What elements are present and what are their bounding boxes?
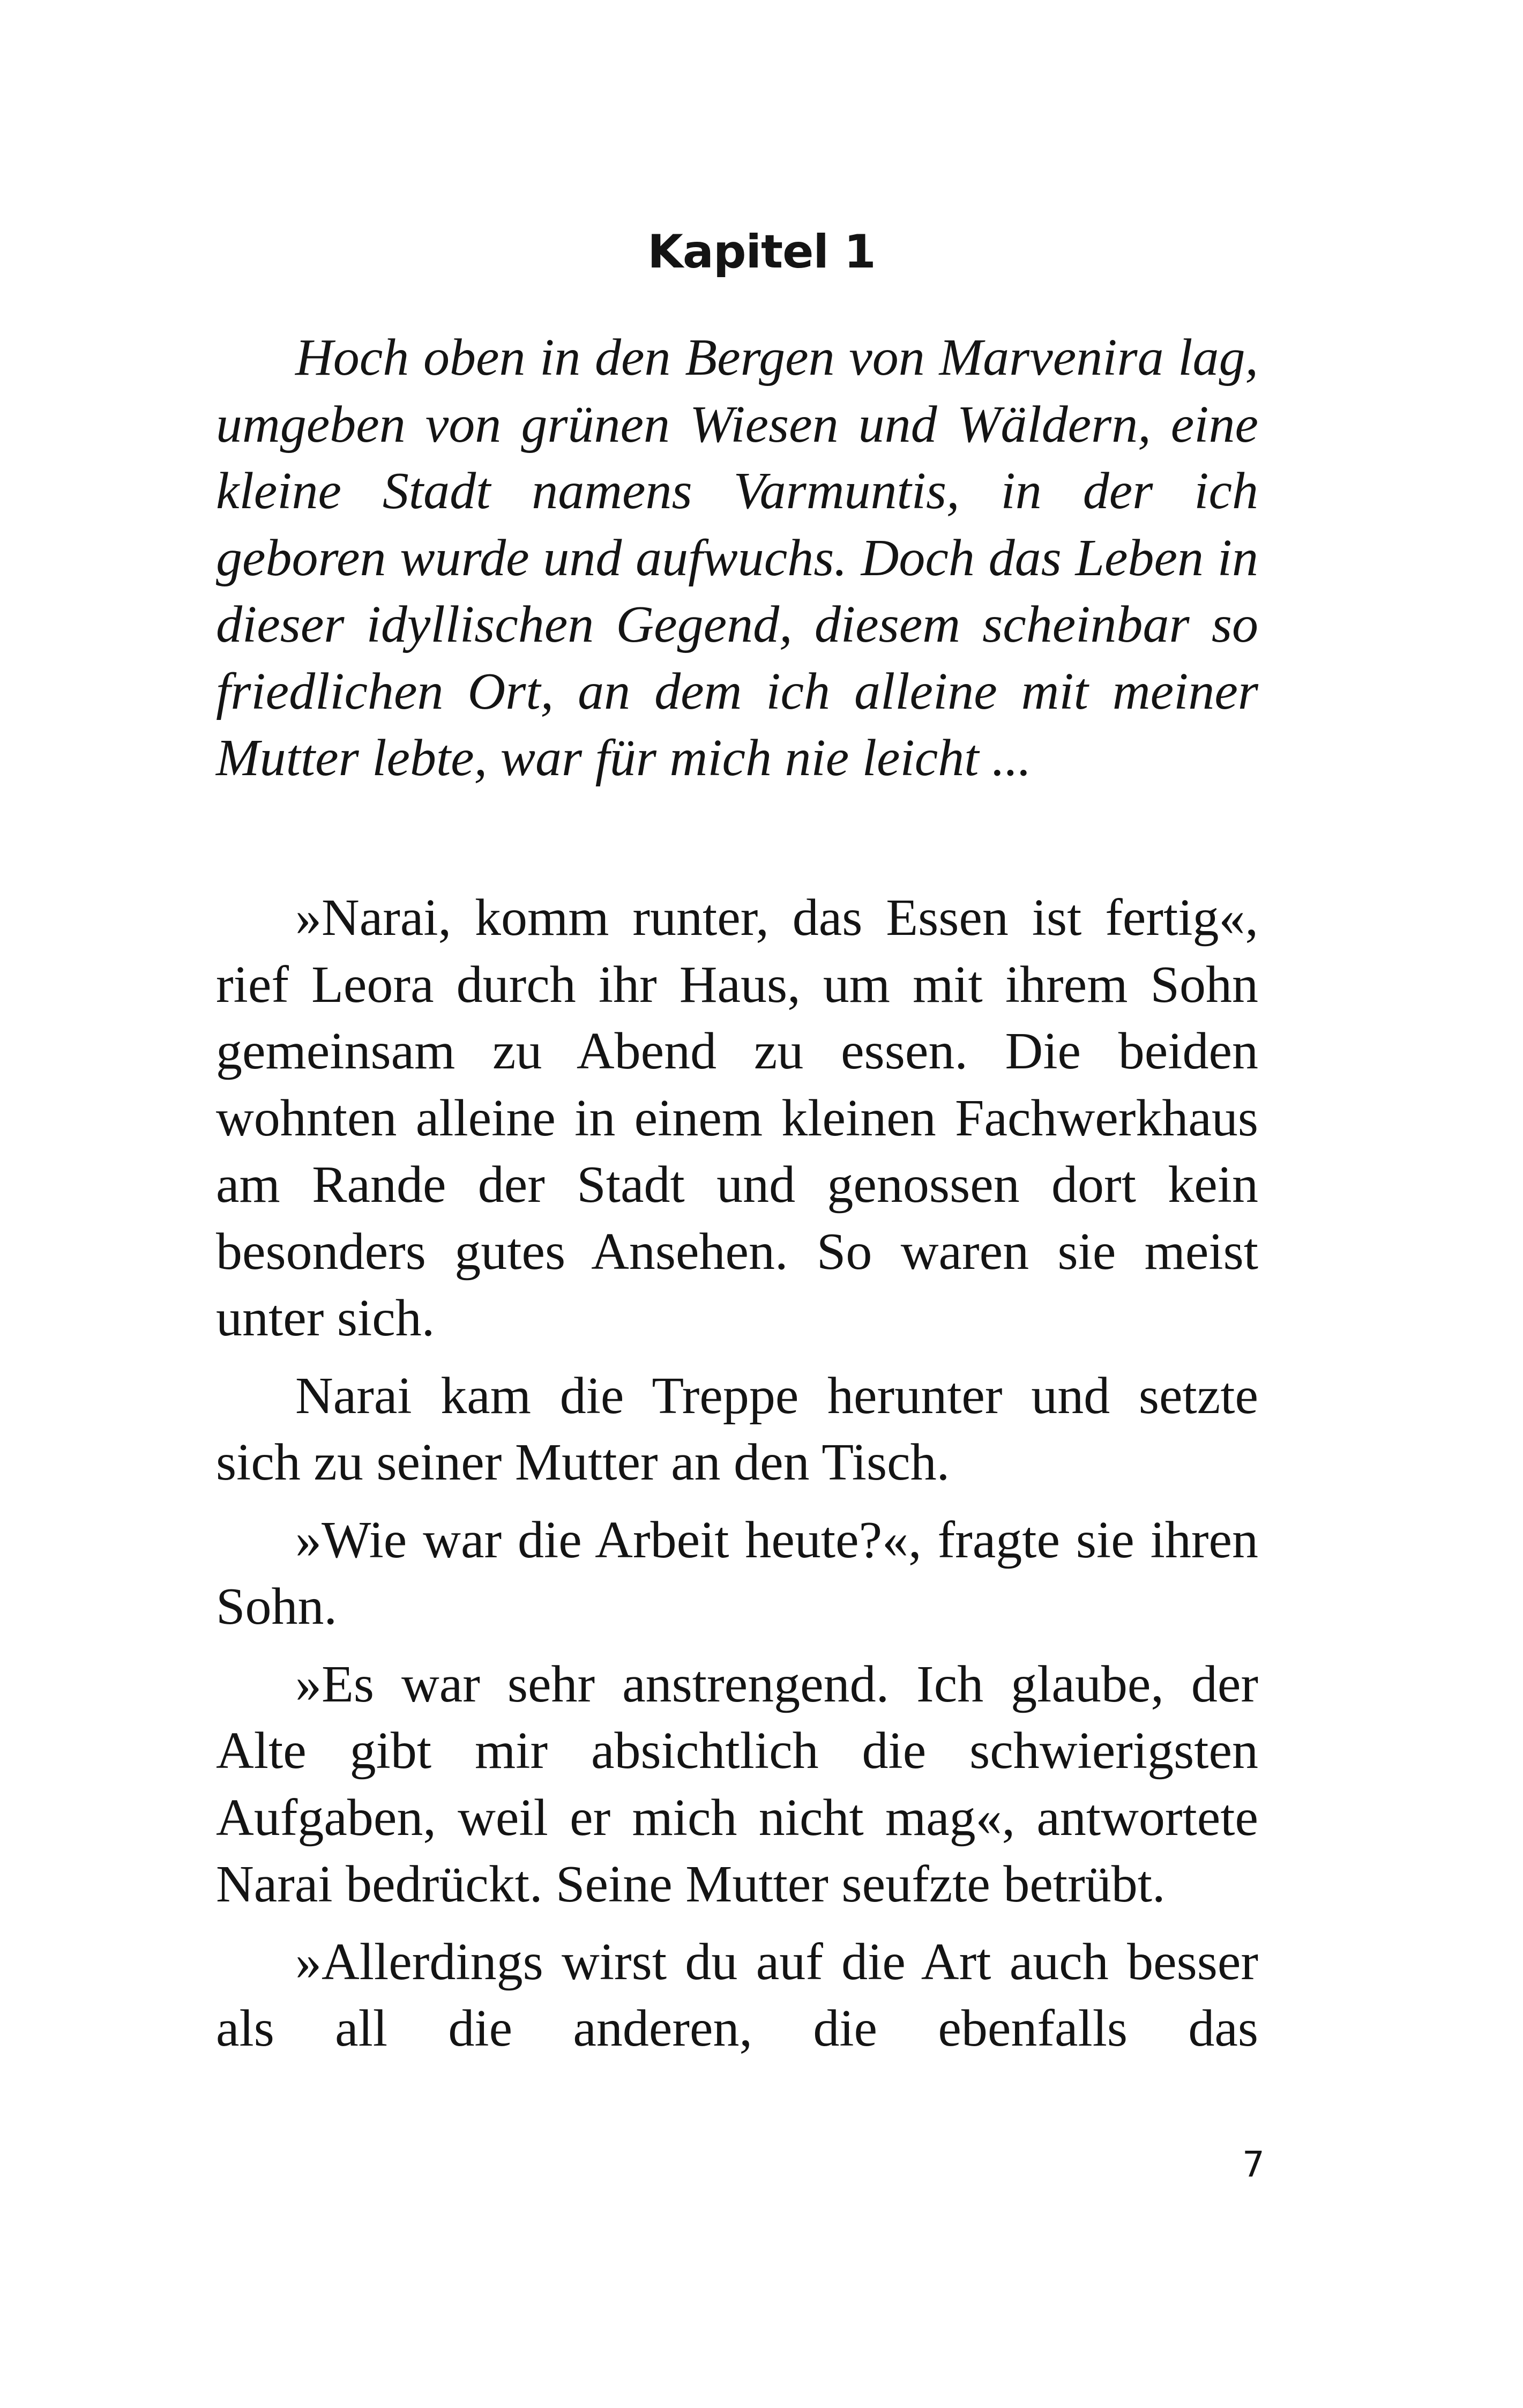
body-paragraph: »Allerdings wirst du auf die Art auch besser als all die anderen, die ebenfalls das [216,1933,1258,2057]
intro-paragraph: Hoch oben in den Bergen von Marvenira lag, umgeben von grünen Wiesen und Wäldern, eine kleine Stadt namens Varmuntis, in der ich geboren wurde und aufwuchs. Doch das Leben in dieser idyllischen Gegend, diesem scheinbar so friedlichen Ort, an dem ich alleine mit meiner Mutter lebte, war für mich nie leicht ... [216,329,1258,787]
body-paragraph: »Narai, komm runter, das Essen ist fertig«, rief Leora durch ihr Haus, um mit ihrem Sohn gemeinsam zu Abend zu essen. Die beiden wohnten alleine in einem kleinen Fachwerkhaus am Rande der Stadt und genossen dort kein besonders gutes Ansehen. So waren sie meist unter sich. [216,889,1258,1347]
chapter-intro [216,324,1258,792]
body-paragraph: »Wie war die Arbeit heute?«, fragte sie ihren Sohn. [216,1511,1258,1636]
body-paragraph: Narai kam die Treppe herunter und setzte sich zu seiner Mutter an den Tisch. [216,1366,1258,1491]
chapter-body [216,885,1258,2062]
body-paragraph: »Es war sehr anstrengend. Ich glaube, der Alte gibt mir absichtlich die schwierigsten Aufgaben, weil er mich nicht mag«, antwortete Narai bedrückt. Seine Mutter seufzte betrübt. [216,1655,1258,1913]
chapter-title: Kapitel 1 [647,225,876,279]
page-number: 7 [1242,2144,1265,2185]
